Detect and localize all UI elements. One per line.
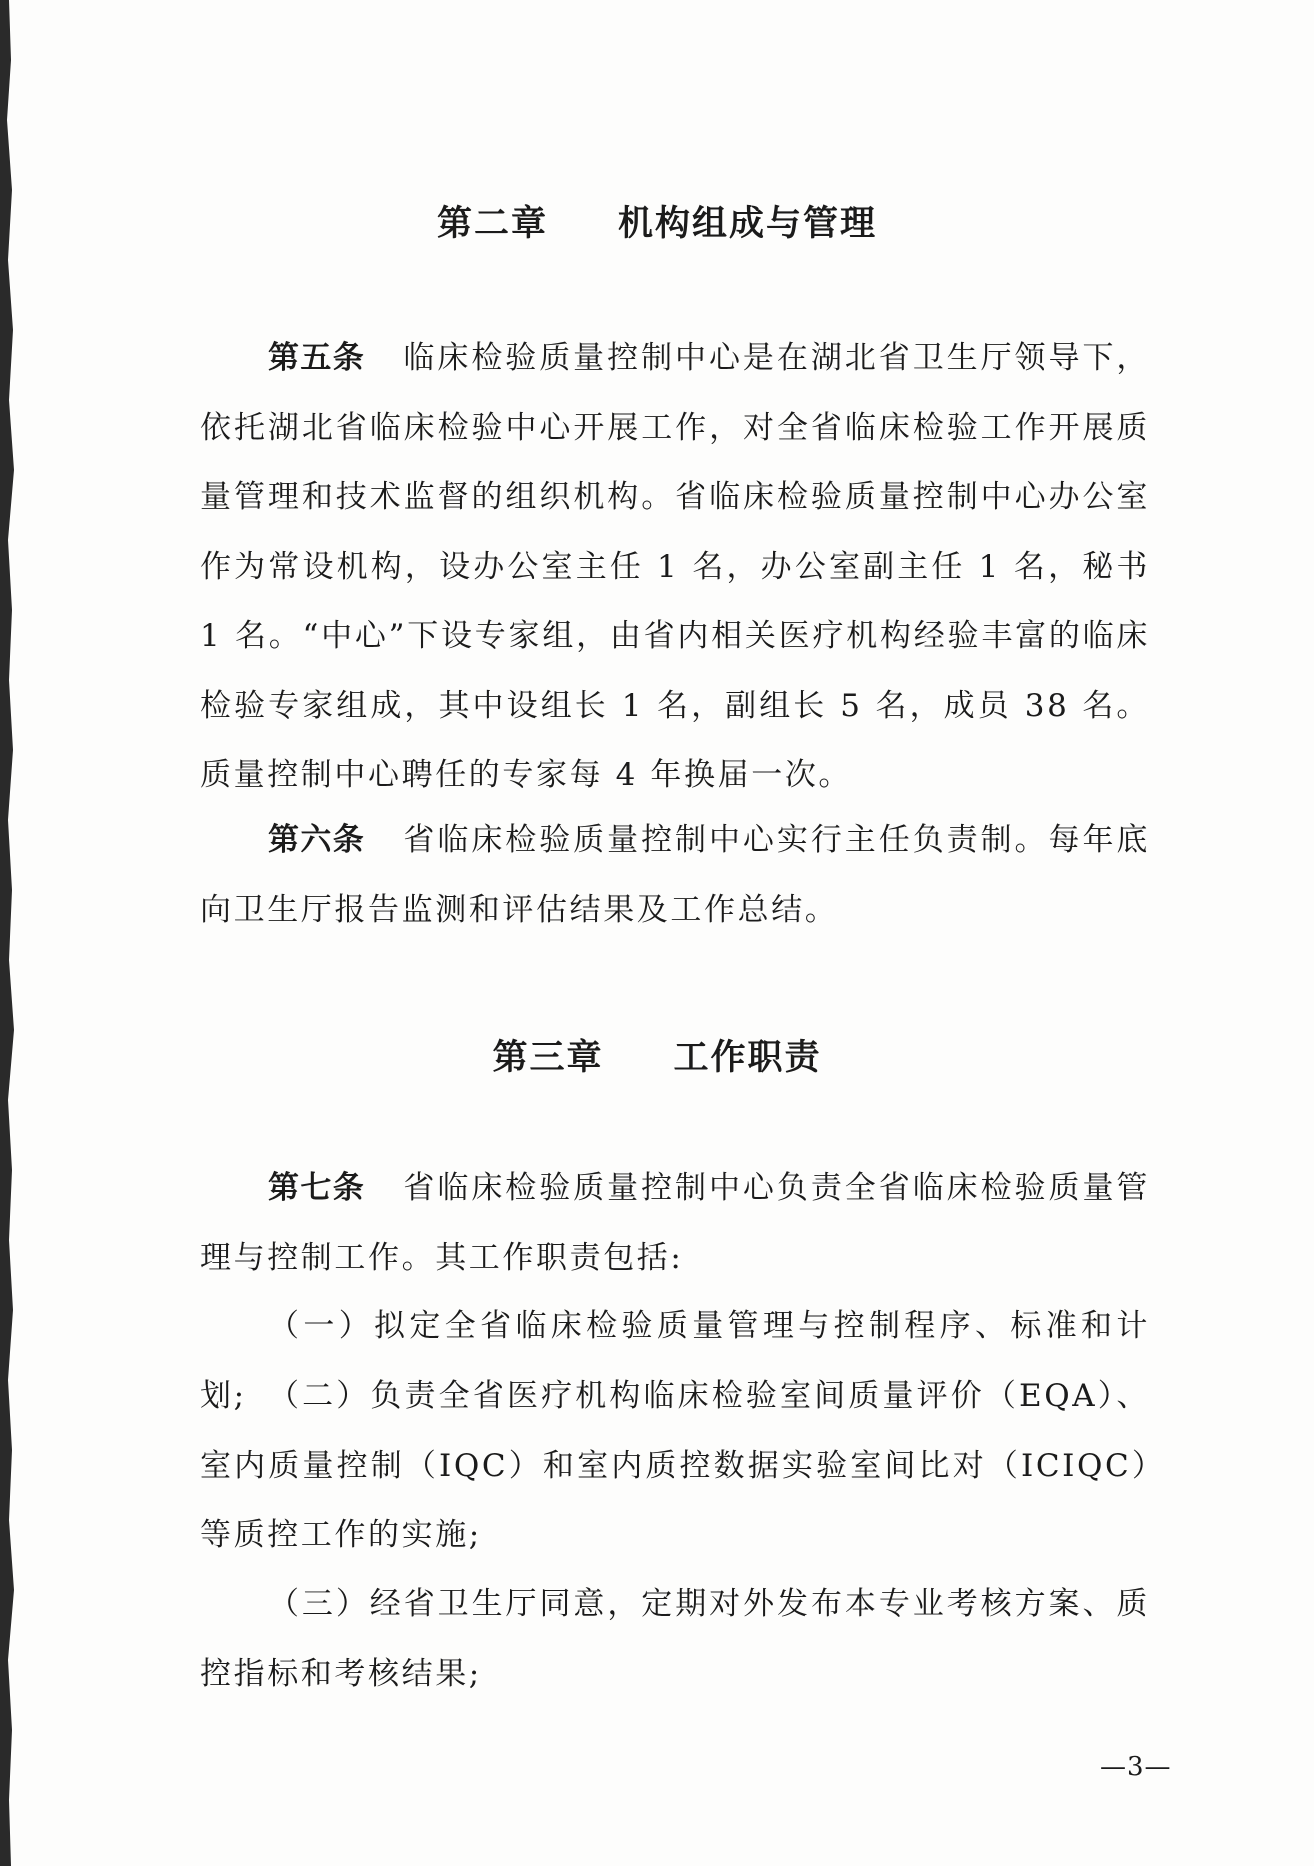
chapter-3-number: 第三章 — [492, 1037, 604, 1078]
list-item: （二）负责全省医疗机构临床检验室间质量评价（EQA）、室内质量控制（IQC）和室内质控数据实验室间比对（ICIQC）等质控工作的实施; — [200, 1378, 1150, 1553]
page-number: —3— — [1100, 1752, 1172, 1782]
article-6-text: 省临床检验质量控制中心实行主任负责制。每年底向卫生厅报告监测和评估结果及工作总结。 — [200, 822, 1151, 928]
scan-torn-edge — [0, 0, 22, 1866]
article-5-lead: 第五条 — [268, 340, 366, 376]
chapter-3-heading — [0, 1030, 1314, 1080]
chapter-2-number: 第二章 — [436, 203, 548, 244]
chapter-2-title: 机构组成与管理 — [618, 203, 878, 244]
article-6-lead: 第六条 — [268, 822, 366, 858]
list-item: （三）经省卫生厅同意，定期对外发布本专业考核方案、质控指标和考核结果; — [200, 1586, 1150, 1692]
article-7 — [200, 1154, 1150, 1293]
chapter-3-title: 工作职责 — [673, 1037, 822, 1078]
list-item: （一）拟定全省临床检验质量管理与控制程序、标准和计划; — [200, 1308, 1150, 1414]
article-6 — [200, 806, 1150, 945]
article-5-text: 临床检验质量控制中心是在湖北省卫生厅领导下，依托湖北省临床检验中心开展工作，对全省临床检验工作开展质量管理和技术监督的组织机构。省临床检验质量控制中心办公室作为常设机构，设办公室主任 1 名，办公室副主任 1 名，秘书 1 名。“中心”下设专家组，由省内相关医疗机构经验丰富的临床检验专家组成，其中设组长 1 名，副组长 5 名，成员 38 名。质量控制中心聘任的专家每 4 年换届一次。 — [200, 340, 1151, 793]
article-7-text: 省临床检验质量控制中心负责全省临床检验质量管理与控制工作。其工作职责包括: — [200, 1170, 1151, 1276]
article-7-lead: 第七条 — [268, 1170, 366, 1206]
chapter-2-heading — [0, 196, 1314, 246]
article-5 — [200, 324, 1150, 811]
